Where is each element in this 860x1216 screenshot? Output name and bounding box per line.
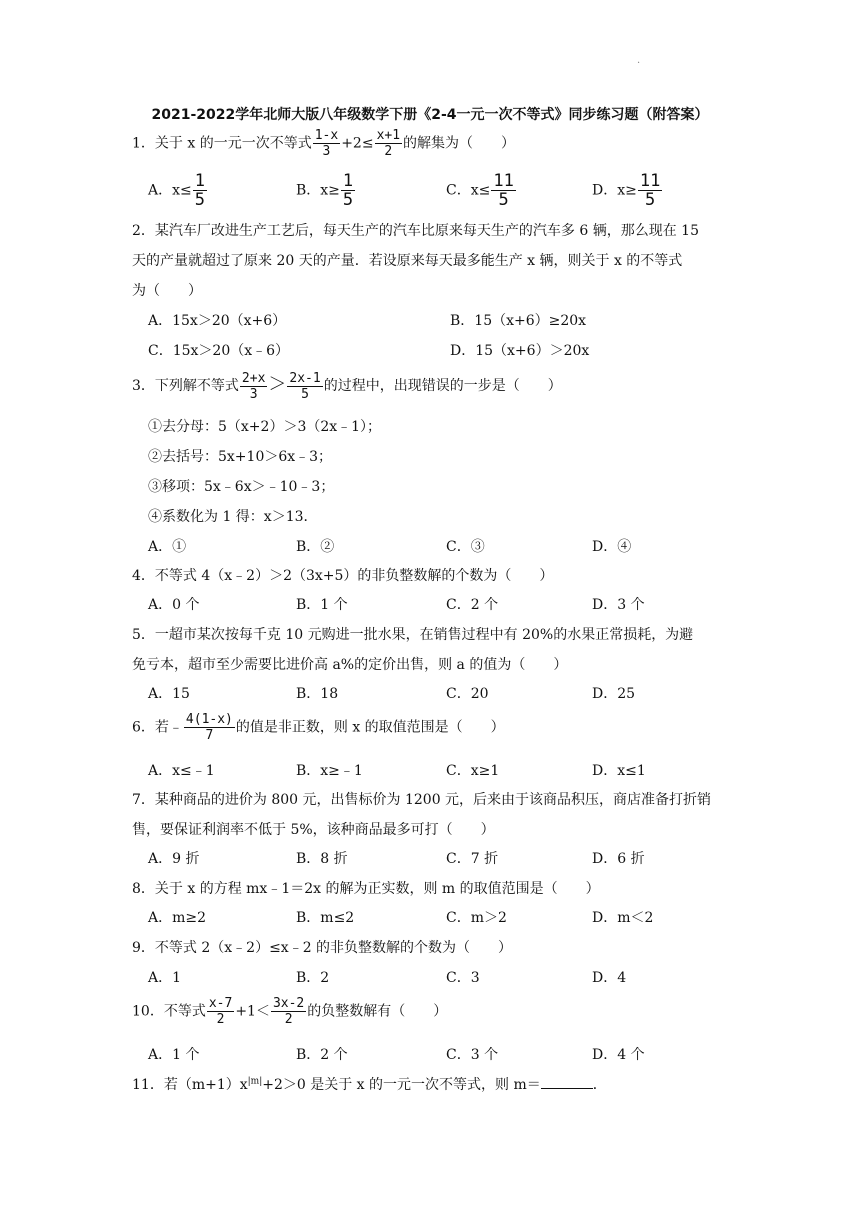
option-a: A．15x＞20（x+6） <box>148 313 287 329</box>
option-c: C．m＞2 <box>446 910 507 926</box>
option-c: C．3 <box>446 970 480 986</box>
fraction: $\frac{4(1-x)}{7}$ <box>185 712 233 743</box>
option-b: B．x≥﹣1 <box>296 763 363 779</box>
option-c: C．2 个 <box>446 597 499 613</box>
options-3 <box>148 536 748 562</box>
question-9: 9．不等式 2（x﹣2）≤x﹣2 的非负整数解的个数为（ ） <box>132 940 513 956</box>
option-a: A．1 个 <box>148 1047 200 1063</box>
question-5-line-1: 5．一超市某次按每千克 10 元购进一批水果，在销售过程中有 20%的水果正常损耗，为避 <box>132 627 694 643</box>
option-b: B．x≥ $\frac{1}{5}$ <box>296 171 354 210</box>
fraction: $\frac{x+1}{2}$ <box>376 128 401 159</box>
option-d: D．3 个 <box>592 597 645 613</box>
question-2-line-1: 2．某汽车厂改进生产工艺后，每天生产的汽车比原来每天生产的汽车多 6 辆，那么现在 15 <box>132 223 699 239</box>
option-d: D．m＜2 <box>592 910 654 926</box>
option-b: B．2 <box>296 970 330 986</box>
question-5-line-2: 免亏本，超市至少需要比进价高 a%的定价出售，则 a 的值为（ ） <box>132 657 568 673</box>
question-1 <box>132 128 515 159</box>
options-5 <box>148 683 748 709</box>
question-text: 1．关于 x 的一元一次不等式 <box>132 135 312 152</box>
question-3-step-1: ①去分母：5（x+2）＞3（2x﹣1）； <box>148 419 382 435</box>
option-d: D．15（x+6）＞20x <box>450 343 590 359</box>
question-text: 的解集为（ ） <box>403 135 516 152</box>
question-2-line-3: 为（ ） <box>132 283 202 299</box>
page-title: 2021-2022学年北师大版八年级数学下册《2-4一元一次不等式》同步练习题（附答案） <box>151 107 709 123</box>
options-7 <box>148 848 748 874</box>
options-9 <box>148 967 748 993</box>
question-text: +1＜ <box>235 1003 270 1020</box>
option-a: A．① <box>148 539 187 555</box>
option-c: C．7 折 <box>446 851 499 867</box>
question-text: 的负整数解有（ ） <box>307 1003 448 1020</box>
header-dot: · <box>637 58 641 69</box>
question-2-line-2: 天的产量就超过了原来 20 天的产量．若设原来每天最多能生产 x 辆，则关于 x 的不等式 <box>132 253 683 269</box>
option-d: D．4 个 <box>592 1047 645 1063</box>
fraction: $\frac{x-7}{2}$ <box>208 996 233 1027</box>
option-b: B．2 个 <box>296 1047 348 1063</box>
option-c: C．③ <box>446 539 485 555</box>
option-d: D．x≤1 <box>592 763 646 779</box>
option-c: C．x≤ $\frac{11}{5}$ <box>446 171 514 210</box>
option-c: C．3 个 <box>446 1047 499 1063</box>
option-a: A．9 折 <box>148 851 200 867</box>
question-3-step-2: ②去括号：5x+10＞6x﹣3； <box>148 449 333 465</box>
option-a: A．m≥2 <box>148 910 207 926</box>
question-text: 10．不等式 <box>132 1003 206 1020</box>
fraction: $\frac{3x-2}{2}$ <box>272 996 305 1027</box>
options-6 <box>148 760 748 786</box>
fraction: $\frac{2x-1}{5}$ <box>289 370 321 402</box>
question-text: 6．若﹣ <box>132 719 183 736</box>
option-a: A．0 个 <box>148 597 200 613</box>
question-text: +2≤ <box>341 135 374 152</box>
option-b: B．m≤2 <box>296 910 355 926</box>
question-3-step-3: ③移项：5x﹣6x＞﹣10﹣3； <box>148 479 335 495</box>
option-c: C．x≥1 <box>446 763 500 779</box>
question-7-line-1: 7．某种商品的进价为 800 元，出售标价为 1200 元，后来由于该商品积压，商店准备打折销 <box>132 792 712 808</box>
question-3 <box>132 370 562 402</box>
options-2-row-1 <box>148 310 748 336</box>
options-2-row-2 <box>148 340 748 366</box>
question-4: 4．不等式 4（x﹣2）＞2（3x+5）的非负整数解的个数为（ ） <box>132 568 554 584</box>
question-text: ＞ <box>268 374 287 395</box>
option-a: A．x≤﹣1 <box>148 763 215 779</box>
question-6 <box>132 712 505 743</box>
options-10 <box>148 1044 748 1070</box>
question-11 <box>132 1074 607 1094</box>
question-text: ． <box>592 1077 607 1093</box>
option-d: D．6 折 <box>592 851 645 867</box>
question-8: 8．关于 x 的方程 mx﹣1＝2x 的解为正实数，则 m 的取值范围是（ ） <box>132 881 600 897</box>
option-d: D．x≥ $\frac{11}{5}$ <box>592 171 661 210</box>
options-4 <box>148 594 748 620</box>
fraction: $\frac{2+x}{3}$ <box>241 370 266 402</box>
question-text: +2＞0 是关于 x 的一元一次不等式，则 m＝ <box>262 1077 541 1093</box>
answer-blank <box>541 1074 593 1089</box>
option-b: B．18 <box>296 686 339 702</box>
option-b: B．② <box>296 539 335 555</box>
options-8 <box>148 907 748 933</box>
fraction: $\frac{1-x}{3}$ <box>314 128 339 159</box>
option-d: D．4 <box>592 970 627 986</box>
question-text: 11．若（m+1）x <box>132 1077 248 1093</box>
options-1 <box>148 171 748 210</box>
option-d: D．25 <box>592 686 636 702</box>
question-10 <box>132 996 447 1027</box>
option-b: B．1 个 <box>296 597 348 613</box>
question-text: 的过程中，出现错误的一步是（ ） <box>323 378 562 394</box>
question-7-line-2: 售，要保证利润率不低于 5%，该种商品最多可打（ ） <box>132 822 495 838</box>
question-text: 的值是非正数，则 x 的取值范围是（ ） <box>235 719 505 736</box>
option-a: A．1 <box>148 970 182 986</box>
option-b: B．8 折 <box>296 851 348 867</box>
question-3-step-4: ④系数化为 1 得：x＞13． <box>148 509 318 525</box>
option-c: C．15x＞20（x﹣6） <box>148 343 290 359</box>
option-b: B．15（x+6）≥20x <box>450 313 587 329</box>
exponent: |m| <box>247 1076 263 1087</box>
option-a: A．15 <box>148 686 190 702</box>
option-c: C．20 <box>446 686 489 702</box>
question-text: 3．下列解不等式 <box>132 378 239 394</box>
option-a: A．x≤ $\frac{1}{5}$ <box>148 171 205 210</box>
option-d: D．④ <box>592 539 632 555</box>
